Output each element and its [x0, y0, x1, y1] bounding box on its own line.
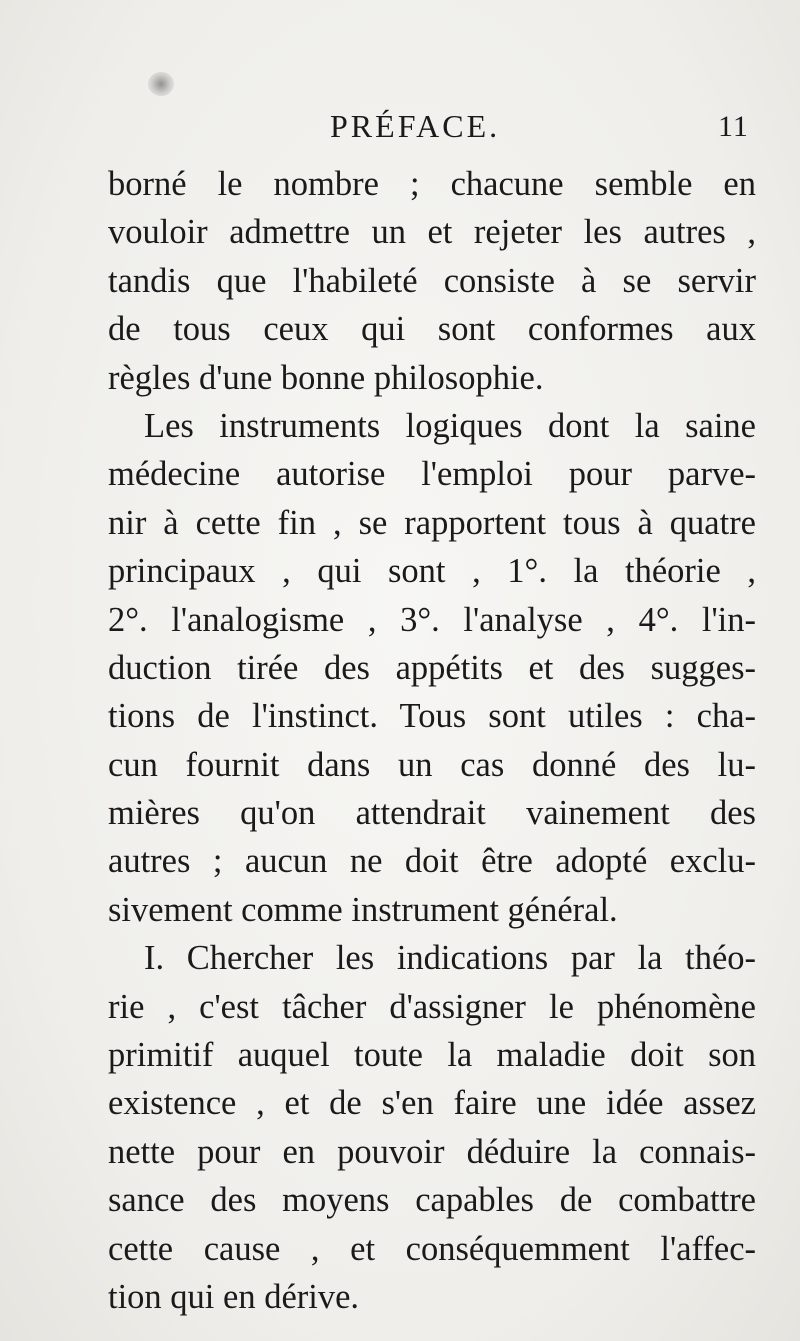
text-line: duction tirée des appétits et des sugges-	[108, 648, 756, 687]
text-line: existence , et de s'en faire une idée assez	[108, 1084, 756, 1123]
paragraph-start-line: Les instruments logiques dont la saine	[144, 406, 756, 445]
page-header	[0, 108, 800, 148]
text-line: médecine autorise l'emploi pour parve-	[108, 455, 756, 494]
paragraph-start-line: I. Chercher les indications par la théo-	[144, 939, 756, 978]
text-line: règles d'une bonne philosophie.	[108, 358, 544, 397]
ink-smudge	[148, 72, 174, 96]
text-line: sivement comme instrument général.	[108, 890, 618, 929]
text-line: rie , c'est tâcher d'assigner le phénomène	[108, 987, 756, 1026]
text-line: tion qui en dérive.	[108, 1277, 360, 1316]
text-line: 2°. l'analogisme , 3°. l'analyse , 4°. l'in-	[108, 600, 756, 639]
page-number: 11	[718, 110, 749, 143]
text-line: autres ; aucun ne doit être adopté exclu-	[108, 842, 756, 881]
text-line: tions de l'instinct. Tous sont utiles : cha-	[108, 697, 756, 736]
text-line: nette pour en pouvoir déduire la connais-	[108, 1132, 756, 1171]
text-line: borné le nombre ; chacune semble en	[108, 165, 756, 203]
text-line: cun fournit dans un cas donné des lu-	[108, 745, 756, 784]
text-line: mières qu'on attendrait vainement des	[108, 794, 756, 833]
text-line: sance des moyens capables de combattre	[108, 1181, 756, 1220]
text-line: cette cause , et conséquemment l'affec-	[108, 1229, 756, 1268]
text-line: primitif auquel toute la maladie doit son	[108, 1036, 756, 1075]
text-line: vouloir admettre un et rejeter les autres ,	[108, 213, 756, 252]
body-text	[108, 160, 756, 1321]
text-line: nir à cette fin , se rapportent tous à quatre	[108, 503, 756, 542]
text-line: principaux , qui sont , 1°. la théorie ,	[108, 552, 756, 591]
running-title: PRÉFACE.	[330, 108, 501, 144]
text-line: de tous ceux qui sont conformes aux	[108, 310, 756, 349]
text-line: tandis que l'habileté consiste à se servir	[108, 261, 756, 300]
